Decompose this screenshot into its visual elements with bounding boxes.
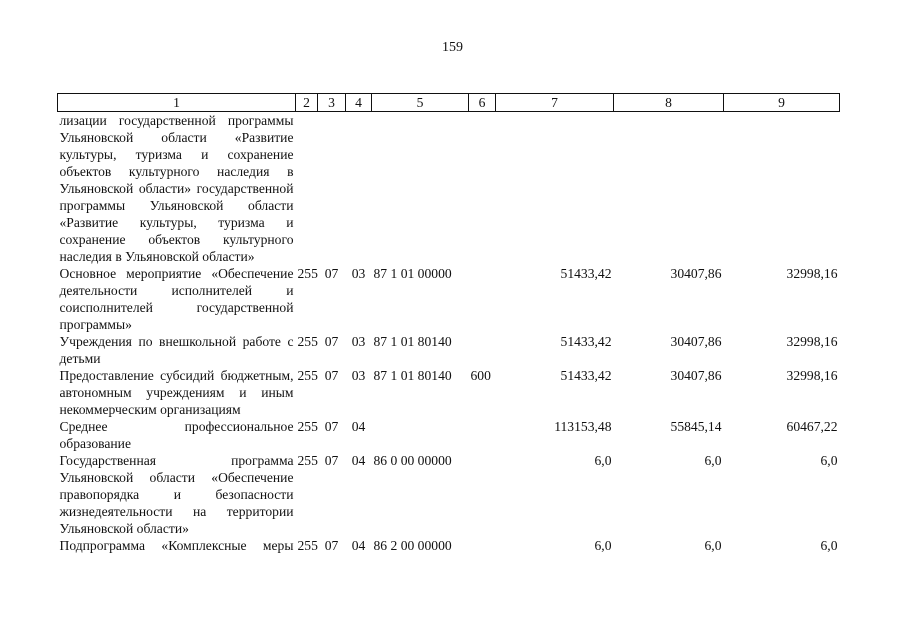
row-code-3: 07	[324, 334, 339, 349]
row-code-3: 07	[324, 266, 339, 281]
row-code-5: 87 1 01 80140	[373, 368, 452, 383]
row-value-8: 30407,86	[670, 266, 722, 281]
row-code-3: 07	[324, 368, 339, 383]
row-code-5: 87 1 01 00000	[373, 266, 452, 281]
table-row	[58, 452, 840, 537]
row-value-9: 60467,22	[786, 419, 838, 434]
row-code-4: 04	[351, 419, 366, 434]
row-value-8: 30407,86	[670, 334, 722, 349]
row-code-5: 86 2 00 00000	[373, 538, 452, 553]
row-value-7: 6,0	[594, 538, 612, 553]
header-row	[58, 94, 840, 112]
header-cell-8: 8	[614, 94, 724, 112]
table-row	[58, 418, 840, 452]
row-description: Государственная программа Ульяновской области «Обеспечение правопорядка и безопасности жизнедеятельности на территории Ульяновской области»	[59, 453, 294, 536]
row-code-5: 86 0 00 00000	[373, 453, 452, 468]
row-value-9: 32998,16	[786, 368, 838, 383]
row-code-6	[469, 112, 496, 266]
header-cell-3: 3	[318, 94, 346, 112]
row-code-2: 255	[297, 419, 318, 434]
row-value-9: 32998,16	[786, 334, 838, 349]
row-code-3: 07	[324, 419, 339, 434]
row-code-6	[469, 333, 496, 367]
row-value-7: 51433,42	[560, 368, 612, 383]
row-code-4: 04	[351, 538, 366, 553]
table-row	[58, 537, 840, 554]
row-code-4: 03	[351, 368, 366, 383]
row-code-2: 255	[297, 453, 318, 468]
header-cell-9: 9	[724, 94, 840, 112]
row-code-3	[318, 112, 346, 266]
row-code-3: 07	[324, 538, 339, 553]
row-value-9: 32998,16	[786, 266, 838, 281]
row-value-8: 55845,14	[670, 419, 722, 434]
page-number: 159	[442, 40, 463, 55]
table-row	[58, 112, 840, 266]
table-row	[58, 367, 840, 418]
row-code-2: 255	[297, 368, 318, 383]
row-value-8	[614, 112, 724, 266]
row-code-3: 07	[324, 453, 339, 468]
row-code-6	[469, 537, 496, 554]
header-cell-7: 7	[496, 94, 614, 112]
row-description: Среднее профессиональное образование	[59, 419, 294, 451]
row-description: Основное мероприятие «Обеспечение деятельности исполнителей и соисполнителей государственной программы»	[59, 266, 294, 332]
row-value-7: 51433,42	[560, 334, 612, 349]
header-cell-4: 4	[346, 94, 372, 112]
row-value-7: 51433,42	[560, 266, 612, 281]
row-code-4	[346, 112, 372, 266]
budget-table	[57, 93, 840, 554]
row-code-5	[372, 418, 469, 452]
row-value-8: 6,0	[704, 538, 722, 553]
row-code-5: 87 1 01 80140	[373, 334, 452, 349]
row-code-2: 255	[297, 538, 318, 553]
row-code-6	[469, 452, 496, 537]
row-code-4: 03	[351, 334, 366, 349]
row-description: лизации государственной программы Ульяновской области «Развитие культуры, туризма и сохранение объектов культурного наследия в Ульяновской области» государственной программы Ульяновской области «Развитие культуры, туризма и сохранение объектов культурного наследия в Ульяновской области»	[59, 113, 294, 264]
row-code-2	[296, 112, 318, 266]
row-value-7: 113153,48	[554, 419, 612, 434]
row-value-9: 6,0	[820, 538, 838, 553]
row-code-2: 255	[297, 266, 318, 281]
row-value-8: 6,0	[704, 453, 722, 468]
header-cell-5: 5	[372, 94, 469, 112]
row-description: Предоставление субсидий бюджетным, автономным учреждениям и иным некоммерческим организациям	[59, 368, 294, 417]
row-value-7: 6,0	[594, 453, 612, 468]
row-code-6	[469, 418, 496, 452]
row-value-7	[496, 112, 614, 266]
row-value-8: 30407,86	[670, 368, 722, 383]
row-code-6	[469, 265, 496, 333]
row-code-4: 03	[351, 266, 366, 281]
row-description: Подпрограмма «Комплексные меры	[59, 538, 294, 553]
table-row	[58, 333, 840, 367]
row-code-6: 600	[470, 368, 491, 383]
row-code-5	[372, 112, 469, 266]
table-row	[58, 265, 840, 333]
row-value-9	[724, 112, 840, 266]
row-description: Учреждения по внешкольной работе с детьми	[59, 334, 294, 366]
row-code-4: 04	[351, 453, 366, 468]
row-code-2: 255	[297, 334, 318, 349]
header-cell-1: 1	[58, 94, 296, 112]
row-value-9: 6,0	[820, 453, 838, 468]
header-cell-6: 6	[469, 94, 496, 112]
header-cell-2: 2	[296, 94, 318, 112]
